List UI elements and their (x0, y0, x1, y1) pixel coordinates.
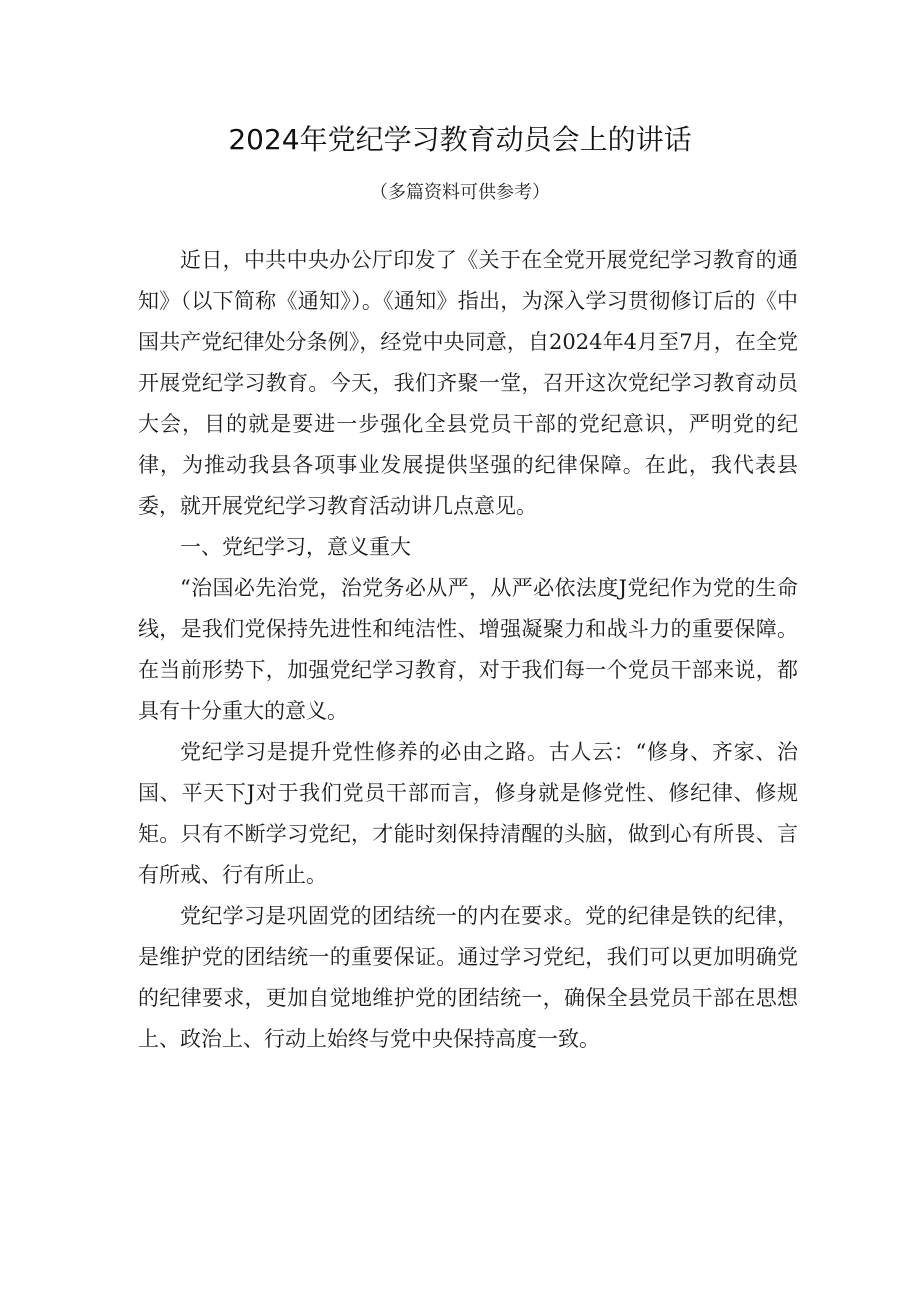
document-title: 2024年党纪学习教育动员会上的讲话 (228, 123, 692, 156)
section-heading-1: 一、党纪学习，意义重大 (180, 535, 411, 559)
paragraph-intro: 近日，中共中央办公厅印发了《关于在全党开展党纪学习教育的通知》（以下简称《通知》）。《通知》指出，为深入学习贯彻修订后的《中国共产党纪律处分条例》，经党中央同意，自2024年4月至7月，在全党开展党纪学习教育。今天，我们齐聚一堂，召开这次党纪学习教育动员大会，目的就是要进一步强化全县党员干部的党纪意识，严明党的纪律，为推动我县各项事业发展提供坚强的纪律保障。在此，我代表县委，就开展党纪学习教育活动讲几点意见。 (138, 248, 798, 518)
paragraph-unity: 党纪学习是巩固党的团结统一的内在要求。党的纪律是铁的纪律，是维护党的团结统一的重要保证。通过学习党纪，我们可以更加明确党的纪律要求，更加自觉地维护党的团结统一，确保全县党员干部在思想上、政治上、行动上始终与党中央保持高度一致。 (138, 904, 798, 1051)
document-body (138, 240, 798, 1060)
paragraph-party-spirit: 党纪学习是提升党性修养的必由之路。古人云：“修身、齐家、治国、平天下J对于我们党员干部而言，修身就是修党性、修纪律、修规矩。只有不断学习党纪，才能时刻保持清醒的头脑，做到心有所畏、言有所戒、行有所止。 (138, 740, 798, 887)
paragraph-quote: “治国必先治党，治党务必从严，从严必依法度J党纪作为党的生命线，是我们党保持先进性和纯洁性、增强凝聚力和战斗力的重要保障。在当前形势下，加强党纪学习教育，对于我们每一个党员干部来说，都具有十分重大的意义。 (138, 576, 798, 723)
document-subtitle: （多篇资料可供参考） (370, 182, 550, 203)
